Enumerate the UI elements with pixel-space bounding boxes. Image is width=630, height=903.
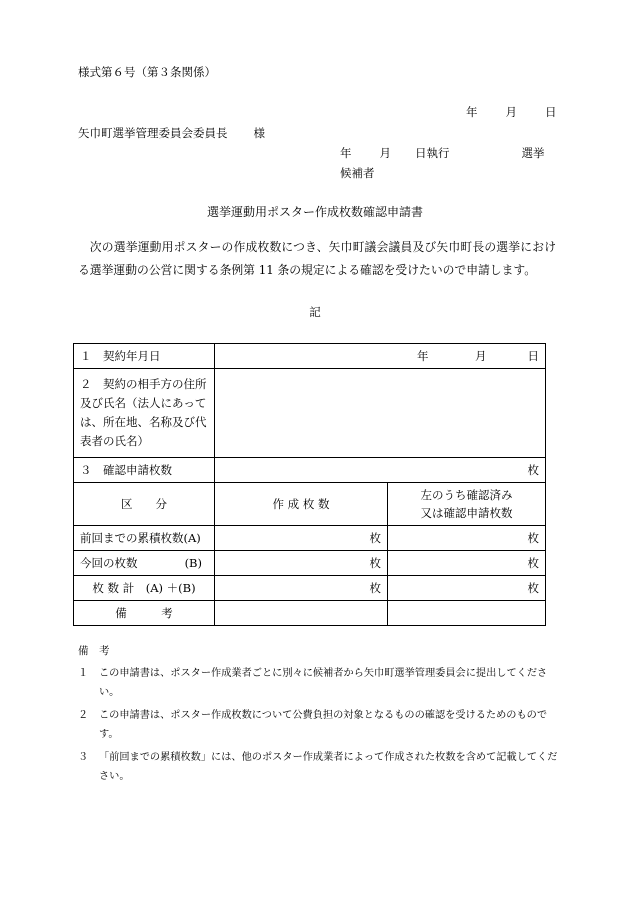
remark-text: 「前回までの累積枚数」には、他のポスター作成業者によって作成された枚数を含めて記載してください。 (99, 752, 558, 782)
remark-text: この申請書は、ポスター作成業者ごとに別々に候補者から矢巾町選挙管理委員会に提出してください。 (99, 668, 548, 698)
ki-mark: 記 (309, 305, 321, 319)
contractor-value[interactable] (215, 369, 546, 458)
header-confirmed-line1: 左のうち確認済み (420, 488, 513, 502)
addressee-name: 矢巾町選挙管理委員会委員長 (78, 126, 228, 140)
body-text: 次の選挙運動用ポスターの作成枚数につき、矢巾町議会議員及び矢巾町長の選挙における選挙運動の公営に関する条例第 11 条の規定による確認を受けたいので申請します。 (78, 240, 556, 277)
biko-confirmed[interactable] (388, 601, 546, 626)
contract-date-value[interactable] (215, 344, 546, 369)
election-month: 月 (379, 146, 391, 160)
date-month: 月 (505, 105, 517, 119)
biko-created[interactable] (215, 601, 388, 626)
header-sakusei: 作 成 枚 数 (215, 483, 388, 526)
requested-count-label: ３ 確認申請枚数 (74, 458, 215, 483)
election-label: 選挙 (521, 146, 545, 160)
remarks-list (78, 664, 558, 786)
row-previous (74, 526, 546, 551)
form-number: 様式第６号（第３条関係） (78, 65, 216, 79)
previous-confirmed[interactable]: 枚 (388, 526, 546, 551)
row-contract-date (74, 344, 546, 369)
contract-month: 月 (475, 349, 487, 363)
row-requested-count (74, 458, 546, 483)
remark-text: この申請書は、ポスター作成枚数について公費負担の対象となるものの確認を受けるためのものです。 (99, 710, 548, 740)
election-year: 年 (340, 146, 352, 160)
row-column-headers (74, 483, 546, 526)
remark-item (78, 664, 558, 702)
total-created[interactable]: 枚 (215, 576, 388, 601)
header-confirmed-line2: 又は確認申請枚数 (420, 506, 513, 520)
contract-date-label: １ 契約年月日 (74, 344, 215, 369)
row-biko (74, 601, 546, 626)
contractor-label: ２ 契約の相手方の住所及び氏名（法人にあっては、所在地、名称及び代表者の氏名） (74, 369, 215, 458)
total-label: 枚 数 計 (A) ＋(B) (74, 576, 215, 601)
row-total (74, 576, 546, 601)
current-created[interactable]: 枚 (215, 551, 388, 576)
row-current (74, 551, 546, 576)
previous-label: 前回までの累積枚数(A) (74, 526, 215, 551)
candidate-label: 候補者 (340, 166, 375, 180)
header-confirmed (388, 483, 546, 526)
total-confirmed[interactable]: 枚 (388, 576, 546, 601)
previous-created[interactable]: 枚 (215, 526, 388, 551)
remark-item (78, 706, 558, 744)
header-kubun: 区 分 (74, 483, 215, 526)
election-line (340, 145, 545, 162)
document-title: 選挙運動用ポスター作成枚数確認申請書 (206, 205, 423, 219)
current-label (74, 551, 215, 576)
biko-label: 備 考 (74, 601, 215, 626)
election-day: 日執行 (415, 146, 450, 160)
addressee (78, 125, 265, 142)
row-contractor (74, 369, 546, 458)
current-label-b: (B) (184, 556, 202, 570)
contract-year: 年 (417, 349, 429, 363)
remarks-heading: 備 考 (78, 645, 110, 657)
requested-count-value[interactable]: 枚 (215, 458, 546, 483)
contract-day: 日 (527, 349, 539, 363)
remark-number: ２ (78, 710, 89, 721)
application-table (73, 343, 546, 626)
application-date (466, 104, 557, 121)
date-year: 年 (466, 105, 478, 119)
date-day: 日 (545, 105, 557, 119)
honorific: 様 (253, 126, 265, 140)
remark-item (78, 748, 558, 786)
remark-number: １ (78, 668, 89, 679)
current-confirmed[interactable]: 枚 (388, 551, 546, 576)
remark-number: ３ (78, 752, 89, 763)
current-label-text: 今回の枚数 (80, 556, 138, 570)
